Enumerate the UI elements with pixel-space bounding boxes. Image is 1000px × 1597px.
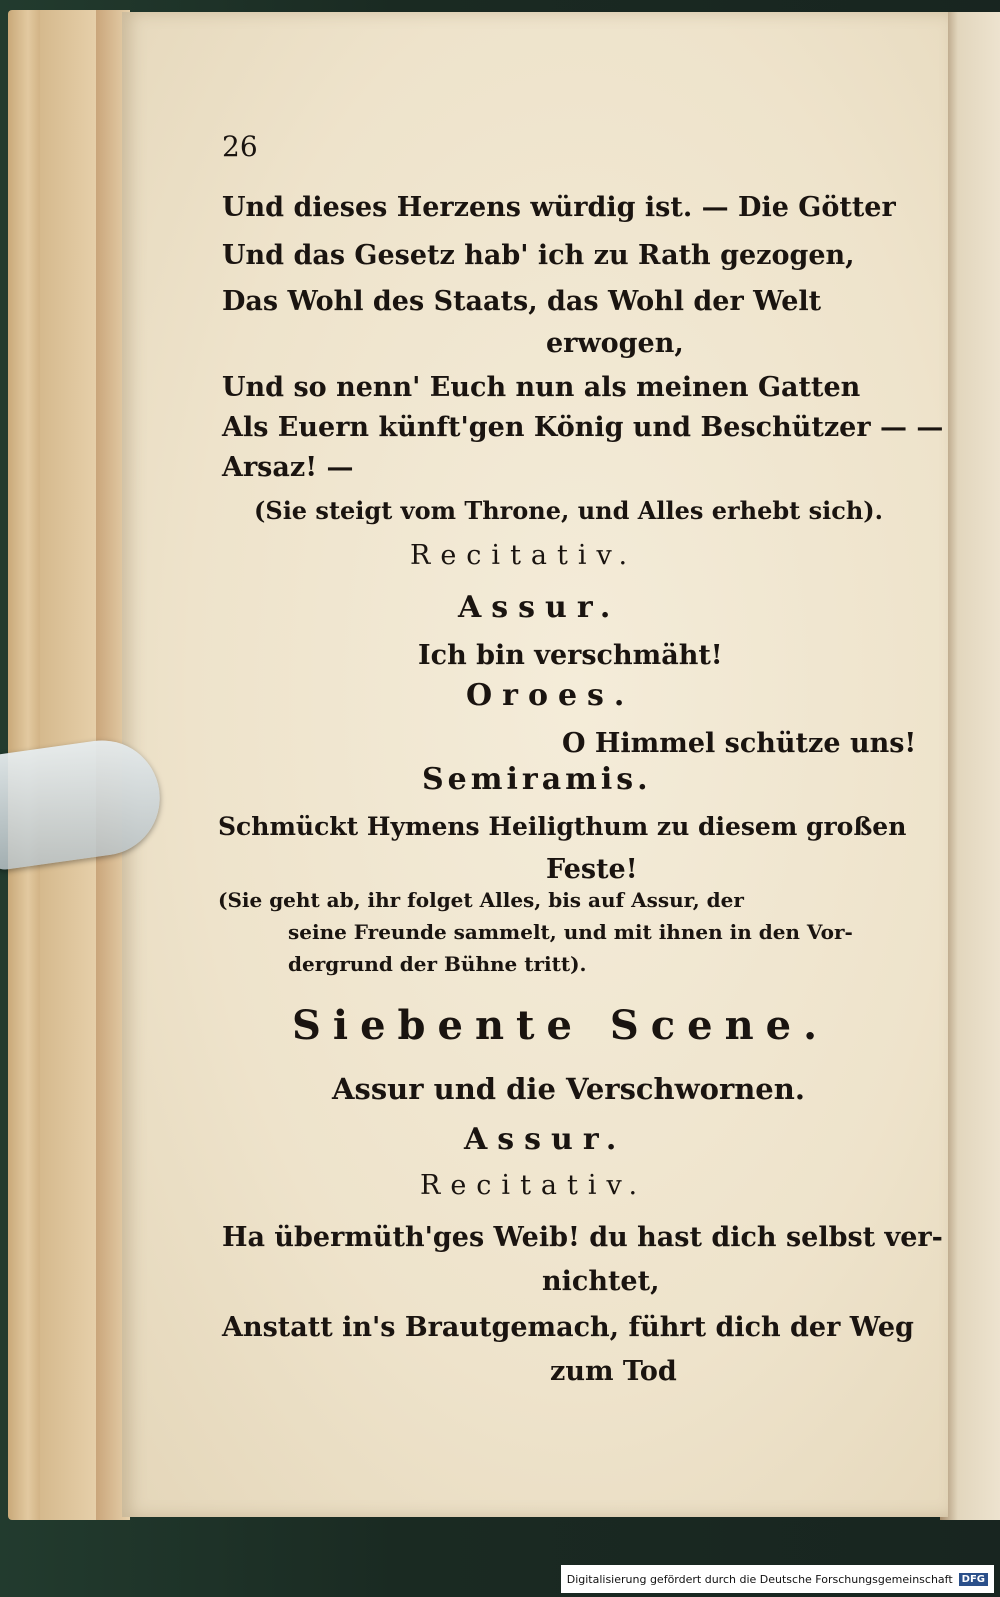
text-line: Feste! bbox=[546, 854, 638, 885]
page-number: 26 bbox=[222, 130, 258, 163]
text-line: zum Tod bbox=[550, 1356, 677, 1387]
text-line: Arsaz! — bbox=[222, 452, 354, 483]
text-line: O Himmel schütze uns! bbox=[562, 728, 917, 759]
text-line: Als Euern künft'gen König und Beschützer — — bbox=[222, 412, 944, 443]
stage-direction: (Sie geht ab, ihr folget Alles, bis auf Assur, der bbox=[218, 888, 744, 912]
text-line: Das Wohl des Staats, das Wohl der Welt bbox=[222, 286, 822, 317]
digitization-credit bbox=[561, 1565, 994, 1593]
section-heading: Recitativ. bbox=[420, 1170, 648, 1201]
text-line: Und so nenn' Euch nun als meinen Gatten bbox=[222, 372, 861, 403]
dfg-logo: DFG bbox=[959, 1573, 988, 1586]
scene-subheading: Assur und die Verschwornen. bbox=[332, 1072, 805, 1106]
section-heading: Recitativ. bbox=[410, 540, 638, 571]
speaker-name: Assur. bbox=[464, 1122, 627, 1157]
facing-page-edge bbox=[940, 12, 1000, 1520]
speaker-name: Semiramis. bbox=[422, 762, 652, 797]
scene-heading: Siebente Scene. bbox=[292, 1002, 830, 1049]
stage-direction: seine Freunde sammelt, und mit ihnen in den Vor- bbox=[288, 920, 853, 944]
credit-text: Digitalisierung gefördert durch die Deutsche Forschungsgemeinschaft bbox=[566, 1572, 953, 1586]
text-line: nichtet, bbox=[542, 1266, 660, 1297]
book-page bbox=[122, 12, 948, 1517]
text-line: erwogen, bbox=[546, 328, 684, 359]
text-line: Ich bin verschmäht! bbox=[418, 640, 723, 671]
stage-direction: dergrund der Bühne tritt). bbox=[288, 952, 587, 976]
text-line: Und das Gesetz hab' ich zu Rath gezogen, bbox=[222, 240, 855, 271]
text-line: Und dieses Herzens würdig ist. — Die Götter bbox=[222, 192, 896, 223]
speaker-name: Oroes. bbox=[466, 678, 635, 713]
text-line: Anstatt in's Brautgemach, führt dich der Weg bbox=[222, 1312, 914, 1343]
speaker-name: Assur. bbox=[458, 590, 621, 625]
stage-direction: (Sie steigt vom Throne, und Alles erhebt sich). bbox=[254, 496, 884, 525]
text-line: Ha übermüth'ges Weib! du hast dich selbst ver- bbox=[222, 1222, 943, 1253]
text-line: Schmückt Hymens Heiligthum zu diesem großen bbox=[218, 812, 907, 841]
